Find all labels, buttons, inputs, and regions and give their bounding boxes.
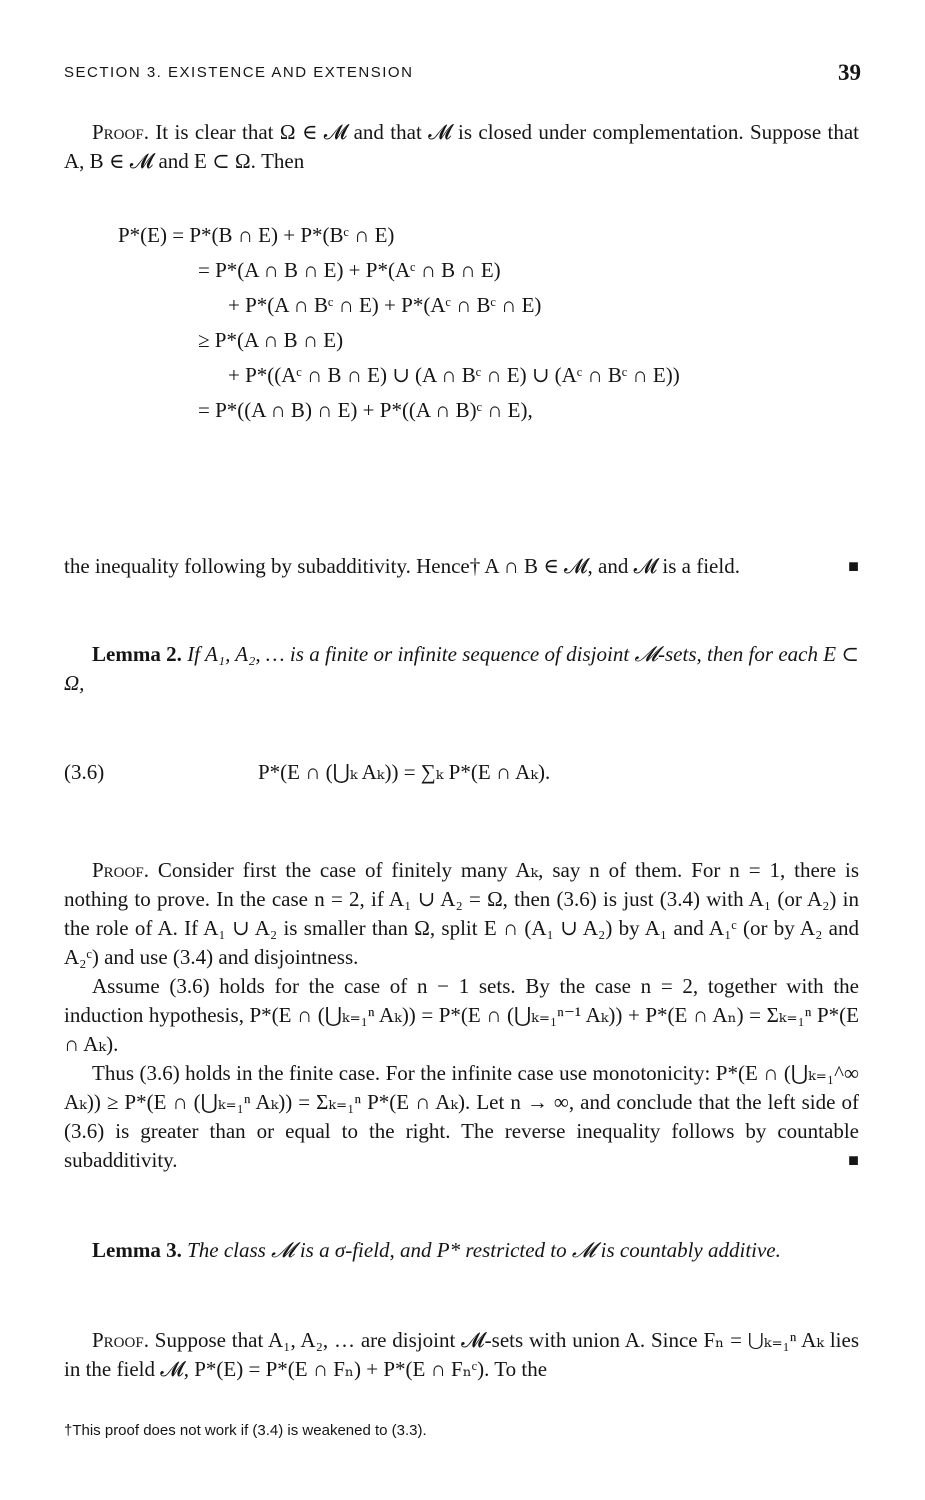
qed-mark: ■ bbox=[848, 1150, 859, 1170]
qed-mark: ■ bbox=[848, 556, 859, 576]
equation-line: = P*((A ∩ B) ∩ E) + P*((A ∩ B)ᶜ ∩ E), bbox=[198, 398, 533, 422]
equation-3-6: P*(E ∩ (⋃ₖ Aₖ)) = ∑ₖ P*(E ∩ Aₖ). bbox=[258, 760, 551, 784]
equation-line: ≥ P*(A ∩ B ∩ E) bbox=[198, 328, 344, 352]
page-number: 39 bbox=[838, 60, 861, 85]
infinite-case-text: Thus (3.6) holds in the finite case. For the infinite case use monotonicity: P*(E ∩ (⋃ₖ₌₁^∞ Aₖ)) ≥ P*(E ∩ (⋃ₖ₌₁ⁿ Aₖ)) = Σₖ₌₁ⁿ P*(E ∩ Aₖ). Let n → ∞, and conclude that the left side of (3.6) is greater than or equal to the right. The reverse inequality follows by countable subadditivity. bbox=[64, 1061, 859, 1172]
equation-number: (3.6) bbox=[64, 760, 105, 784]
induction-paragraph: Assume (3.6) holds for the case of n − 1 sets. By the case n = 2, together with the induction hypothesis, P*(E ∩ (⋃ₖ₌₁ⁿ Aₖ)) = P*(E ∩ (⋃ₖ₌₁ⁿ⁻¹ Aₖ)) + P*(E ∩ Aₙ) = Σₖ₌₁ⁿ P*(E ∩ Aₖ). bbox=[64, 974, 859, 1056]
lemma-paragraph bbox=[64, 1236, 859, 1265]
conclusion-paragraph bbox=[64, 552, 859, 581]
proof-text: It is clear that Ω ∈ 𝓜 and that 𝓜 is closed under complementation. Suppose that A, B ∈ 𝓜 and E ⊂ Ω. Then bbox=[64, 120, 859, 173]
lemma-label: Lemma 3. bbox=[92, 1238, 182, 1262]
proof-paragraph bbox=[64, 1326, 859, 1384]
proof-text: Suppose that A₁, A₂, … are disjoint 𝓜-sets with union A. Since Fₙ = ⋃ₖ₌₁ⁿ Aₖ lies in the field 𝓜, P*(E) = P*(E ∩ Fₙ) + P*(E ∩ Fₙᶜ). To the bbox=[64, 1328, 859, 1381]
proof-text: Consider first the case of finitely many Aₖ, say n of them. For n = 1, there is nothing to prove. In the case n = 2, if A₁ ∪ A₂ = Ω, then (3.6) is just (3.4) with A₁ (or A₂) in the role of A. If A₁ ∪ A₂ is smaller than Ω, split E ∩ (A₁ ∪ A₂) by A₁ and A₁ᶜ (or by A₂ and A₂ᶜ) and use (3.4) and disjointness. bbox=[64, 858, 859, 969]
equation-line: + P*(A ∩ Bᶜ ∩ E) + P*(Aᶜ ∩ Bᶜ ∩ E) bbox=[228, 293, 542, 317]
display-inequality bbox=[118, 218, 680, 428]
equation-line: P*(E) = P*(B ∩ E) + P*(Bᶜ ∩ E) bbox=[118, 223, 395, 247]
footnote: †This proof does not work if (3.4) is weakened to (3.3). bbox=[64, 1422, 427, 1439]
proof-paragraph bbox=[64, 856, 859, 972]
proof-field-block bbox=[64, 118, 859, 176]
infinite-case-paragraph bbox=[64, 1059, 859, 1175]
equation-line: + P*((Aᶜ ∩ B ∩ E) ∪ (A ∩ Bᶜ ∩ E) ∪ (Aᶜ ∩ Bᶜ ∩ E)) bbox=[228, 363, 680, 387]
conclusion-text: the inequality following by subadditivity. Hence† A ∩ B ∈ 𝓜, and 𝓜 is a field. bbox=[64, 554, 740, 578]
lemma-2-block bbox=[64, 640, 859, 698]
lemma-3-block bbox=[64, 1236, 859, 1265]
proof-label: Proof. bbox=[92, 120, 149, 144]
proof-paragraph bbox=[64, 118, 859, 176]
proof-label: Proof. bbox=[92, 1328, 149, 1352]
proof-lemma-2-block bbox=[64, 856, 859, 1175]
proof-label: Proof. bbox=[92, 858, 149, 882]
page-header bbox=[64, 60, 861, 90]
lemma-statement: If A₁, A₂, … is a finite or infinite sequence of disjoint 𝓜-sets, then for each E ⊂ Ω, bbox=[64, 642, 859, 695]
equation-line: = P*(A ∩ B ∩ E) + P*(Aᶜ ∩ B ∩ E) bbox=[198, 258, 501, 282]
lemma-statement: The class 𝓜 is a σ-field, and P* restricted to 𝓜 is countably additive. bbox=[187, 1238, 781, 1262]
lemma-label: Lemma 2. bbox=[92, 642, 182, 666]
lemma-paragraph bbox=[64, 640, 859, 698]
proof-lemma-3-block bbox=[64, 1326, 859, 1384]
running-head: SECTION 3. EXISTENCE AND EXTENSION bbox=[64, 64, 414, 81]
field-conclusion-block bbox=[64, 552, 859, 581]
